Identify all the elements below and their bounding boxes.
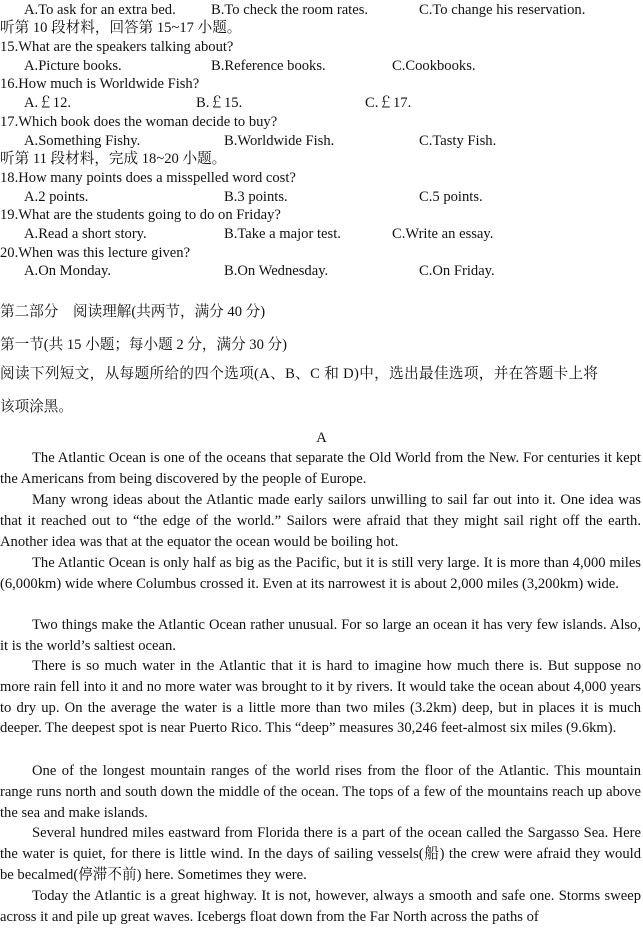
paragraph-text: Today the Atlantic is a great highway. It is not, however, always a smooth and safe one. Storms sweep across it and pile up great waves. Icebergs float down from the Far North across the paths of (0, 888, 641, 925)
passage-paragraph-6 (0, 761, 641, 823)
paragraph-text: Two things make the Atlantic Ocean rather unusual. For so large an ocean it has very few islands. Also, it is the world’s saltiest ocean. (0, 617, 641, 654)
q17-option-c: C.Tasty Fish. (419, 133, 497, 149)
q17-option-a: A.Something Fishy. (24, 133, 141, 149)
q20-stem: 20.When was this lecture given? (0, 245, 191, 261)
instruction-line-1: 阅读下列短文，从每题所给的四个选项(A、B、C 和 D)中，选出最佳选项，并在答题卡上将 (0, 366, 599, 382)
q17-stem: 17.Which book does the woman decide to buy? (0, 114, 278, 130)
q16-option-b: B.￡15. (196, 95, 243, 111)
paragraph-text: Many wrong ideas about the Atlantic made early sailors unwilling to sail far out into it. One idea was that it reached out to “the edge of the world.” Sailors were afraid that they might sail right off the earth. Another idea was that at the equator the ocean would be boiling hot. (0, 492, 641, 550)
q19-option-b: B.Take a major test. (224, 226, 341, 242)
q18-stem: 18.How many points does a misspelled word cost? (0, 170, 296, 186)
passage-paragraph-2 (0, 490, 641, 552)
passage-paragraph-5 (0, 656, 641, 739)
q14-option-b: B.To check the room rates. (211, 2, 369, 18)
q20-option-c: C.On Friday. (419, 263, 495, 279)
q16-option-c: C.￡17. (365, 95, 412, 111)
section1-heading: 第一节(共 15 小题；每小题 2 分，满分 30 分) (0, 337, 288, 353)
q14-option-a: A.To ask for an extra bed. (24, 2, 176, 18)
q18-option-c: C.5 points. (419, 189, 483, 205)
q19-option-a: A.Read a short story. (24, 226, 147, 242)
q14-option-c: C.To change his reservation. (419, 2, 586, 18)
q15-option-b: B.Reference books. (211, 58, 326, 74)
passage-paragraph-1 (0, 448, 641, 490)
q15-option-a: A.Picture books. (24, 58, 122, 74)
q16-stem: 16.How much is Worldwide Fish? (0, 76, 200, 92)
instruction-line-2: 该项涂黑。 (0, 399, 73, 415)
q16-option-a: A.￡12. (24, 95, 72, 111)
passage-paragraph-7 (0, 823, 641, 885)
paragraph-text: Several hundred miles eastward from Florida there is a part of the ocean called the Sargasso Sea. Here the water is quiet, for there is little wind. In the days of sailing vessels(船) the crew were afraid they would be becalmed(停滞不前) here. Sometimes they were. (0, 825, 641, 883)
passage-paragraph-4 (0, 615, 641, 657)
q15-option-c: C.Cookbooks. (392, 58, 476, 74)
q17-option-b: B.Worldwide Fish. (224, 133, 335, 149)
q19-stem: 19.What are the students going to do on Friday? (0, 207, 281, 223)
passage-paragraph-3 (0, 553, 641, 595)
q20-option-a: A.On Monday. (24, 263, 112, 279)
paragraph-text: The Atlantic Ocean is one of the oceans that separate the Old World from the New. For centuries it kept the Americans from being discovered by the people of Europe. (0, 450, 641, 487)
q18-option-a: A.2 points. (24, 189, 89, 205)
q15-stem: 15.What are the speakers talking about? (0, 39, 234, 55)
section10-note: 听第 10 段材料，回答第 15~17 小题。 (0, 20, 242, 36)
paragraph-text: There is so much water in the Atlantic that it is hard to imagine how much there is. But suppose no more rain fell into it and no more water was brought to it by rivers. It would take the ocean about 4,000 years to dry up. On the average the water is a little more than two miles (3.2km) deep, but in places it is much deeper. The deepest spot is near Puerto Rico. This “deep” measures 30,246 feet-almost six miles (9.6km). (0, 658, 641, 737)
q19-option-c: C.Write an essay. (392, 226, 494, 242)
q20-option-b: B.On Wednesday. (224, 263, 329, 279)
part2-heading: 第二部分 阅读理解(共两节，满分 40 分) (0, 304, 266, 320)
paragraph-text: One of the longest mountain ranges of the world rises from the floor of the Atlantic. This mountain range runs north and south down the middle of the ocean. The tops of a few of the mountains reach up above the sea and make islands. (0, 763, 641, 821)
section11-note: 听第 11 段材料，完成 18~20 小题。 (0, 151, 227, 167)
q18-option-b: B.3 points. (224, 189, 288, 205)
passage-label: A (316, 430, 327, 446)
passage-paragraph-8 (0, 886, 641, 928)
paragraph-text: The Atlantic Ocean is only half as big as the Pacific, but it is still very large. It is more than 4,000 miles (6,000km) wide where Columbus crossed it. Even at its narrowest it is about 2,000 miles (3,200km) wide. (0, 555, 641, 592)
